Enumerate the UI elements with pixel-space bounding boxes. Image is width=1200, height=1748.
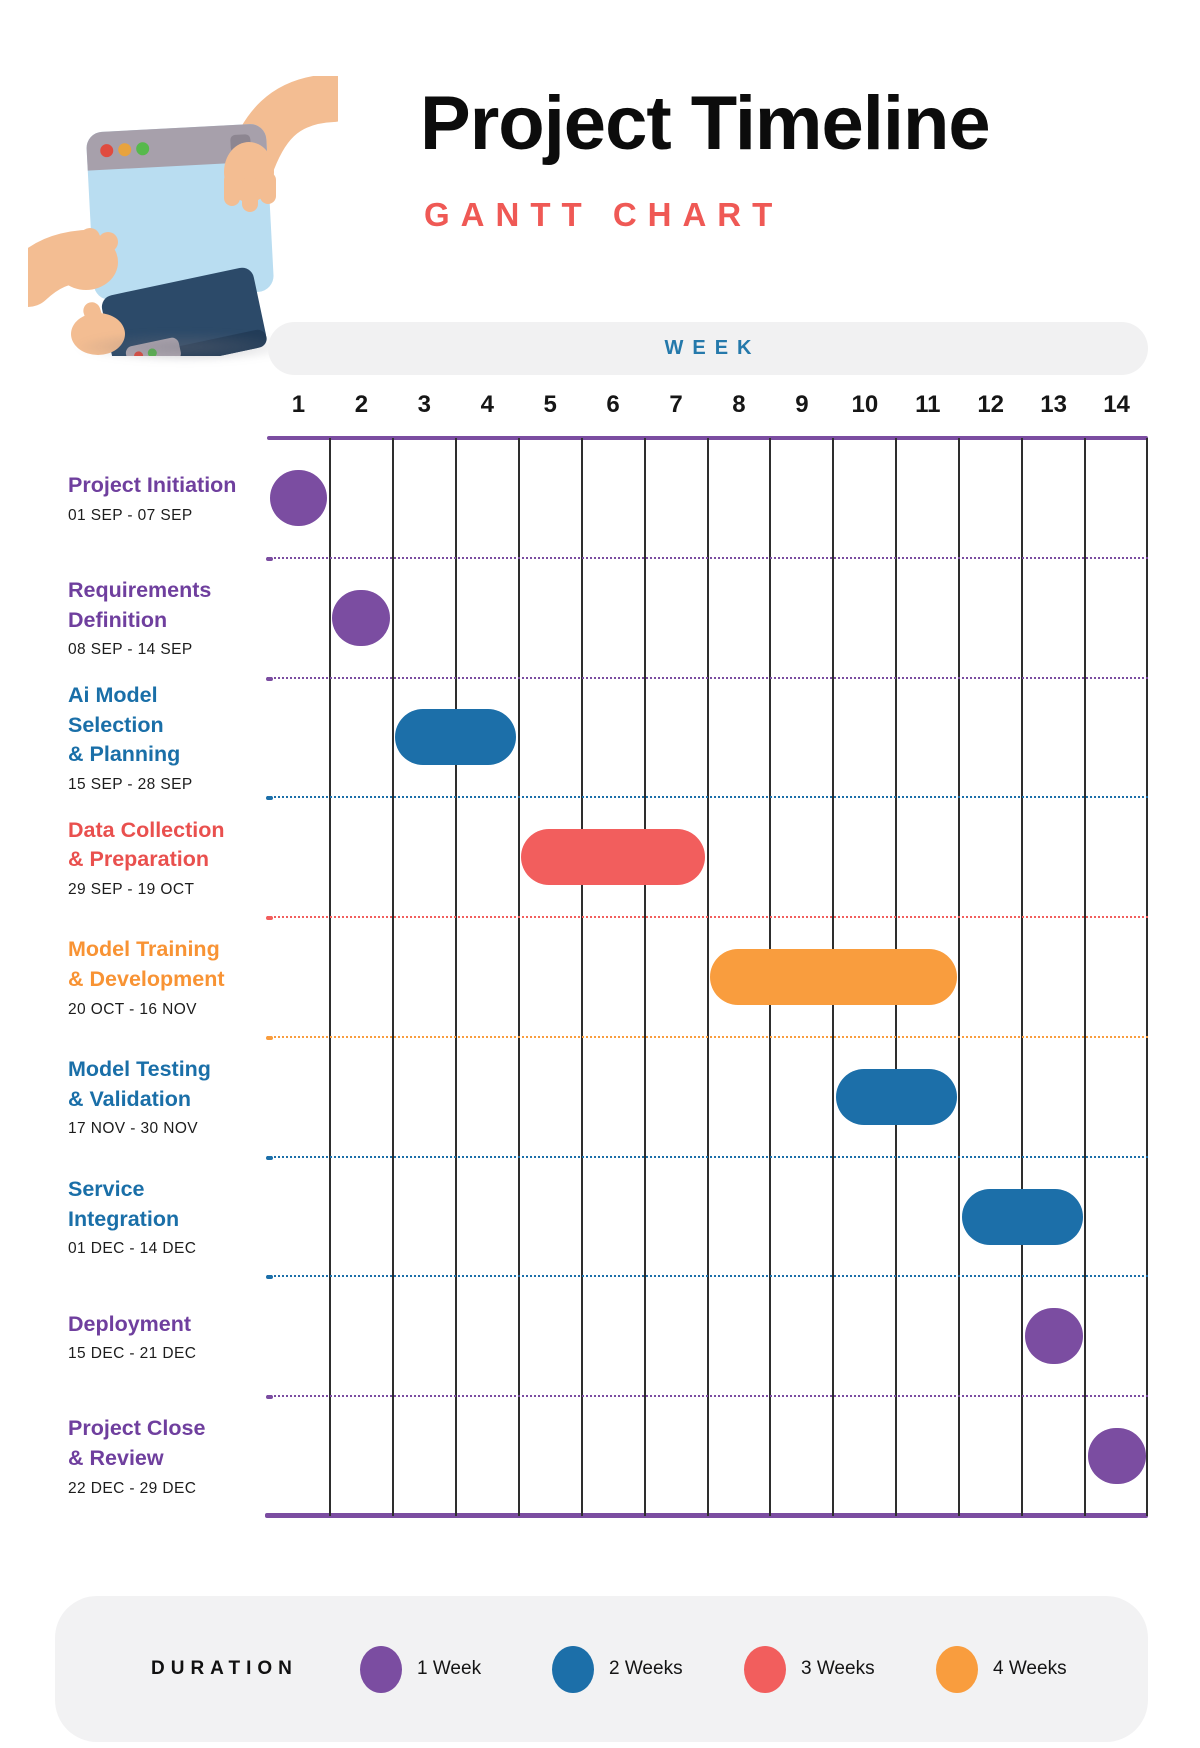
task-dates-7: 01 DEC - 14 DEC bbox=[68, 1240, 197, 1258]
gantt-row-9 bbox=[267, 1396, 1148, 1516]
legend-items bbox=[360, 1596, 1128, 1742]
task-dates-5: 20 OCT - 16 NOV bbox=[68, 1000, 197, 1018]
legend-item-2 bbox=[552, 1646, 744, 1693]
week-number-11: 11 bbox=[915, 391, 941, 418]
task-name-5 bbox=[68, 935, 248, 994]
gantt-row-4 bbox=[267, 797, 1148, 917]
gantt-chart bbox=[267, 438, 1148, 1516]
task-name-4 bbox=[68, 816, 248, 875]
legend-title: DURATION bbox=[151, 1658, 298, 1679]
week-number-5: 5 bbox=[543, 391, 557, 418]
page-title: Project Timeline bbox=[420, 81, 990, 166]
legend-item-label-1: 1 Week bbox=[417, 1658, 482, 1679]
legend-item-label-4: 4 Weeks bbox=[993, 1658, 1067, 1679]
legend-color-dot-orange bbox=[936, 1646, 978, 1693]
week-number-2: 2 bbox=[354, 391, 369, 418]
gantt-row-7 bbox=[267, 1157, 1148, 1277]
task-label-6 bbox=[68, 1037, 248, 1157]
task-bar-1 bbox=[270, 470, 328, 526]
task-dates-1: 01 SEP - 07 SEP bbox=[68, 506, 193, 524]
task-name-line: Project Close bbox=[68, 1416, 206, 1441]
gantt-row-8 bbox=[267, 1276, 1148, 1396]
gantt-row-6 bbox=[267, 1037, 1148, 1157]
legend-item-label-3: 3 Weeks bbox=[801, 1658, 875, 1679]
task-name-line: & Validation bbox=[68, 1086, 192, 1111]
week-numbers-row bbox=[267, 390, 1148, 420]
task-dates-3: 15 SEP - 28 SEP bbox=[68, 775, 193, 793]
task-bar-5 bbox=[710, 949, 957, 1005]
task-bar-8 bbox=[1025, 1308, 1083, 1364]
task-name-line: Ai Model Selection bbox=[68, 682, 164, 737]
task-dates-4: 29 SEP - 19 OCT bbox=[68, 880, 195, 898]
hands-browser-illustration bbox=[28, 76, 338, 356]
week-number-4: 4 bbox=[480, 391, 494, 418]
gantt-row-3 bbox=[267, 678, 1148, 798]
legend-color-dot-red bbox=[744, 1646, 786, 1693]
duration-legend bbox=[55, 1596, 1148, 1742]
week-axis-label: WEEK bbox=[664, 337, 761, 359]
legend-item-3 bbox=[744, 1646, 936, 1693]
task-name-line: & Review bbox=[68, 1446, 164, 1471]
task-bar-3 bbox=[395, 709, 516, 765]
task-name-line: & Planning bbox=[68, 742, 181, 767]
task-label-5 bbox=[68, 917, 248, 1037]
page-subtitle: GANTT CHART bbox=[424, 196, 784, 233]
task-name-line: Deployment bbox=[68, 1311, 192, 1336]
week-number-3: 3 bbox=[417, 391, 431, 418]
legend-item-label-2: 2 Weeks bbox=[609, 1658, 683, 1679]
task-label-8 bbox=[68, 1276, 248, 1396]
task-bar-9 bbox=[1088, 1428, 1146, 1484]
legend-color-dot-blue bbox=[552, 1646, 594, 1693]
task-name-line: Project Initiation bbox=[68, 473, 237, 498]
task-label-3 bbox=[68, 678, 248, 798]
week-number-10: 10 bbox=[851, 391, 879, 418]
legend-color-dot-purple bbox=[360, 1646, 402, 1693]
task-name-2 bbox=[68, 576, 248, 635]
task-bar-4 bbox=[521, 829, 705, 885]
legend-item-1 bbox=[360, 1646, 552, 1693]
task-bar-7 bbox=[962, 1189, 1083, 1245]
task-label-1 bbox=[68, 438, 248, 558]
illustration-shadow bbox=[70, 330, 300, 364]
task-dates-9: 22 DEC - 29 DEC bbox=[68, 1479, 197, 1497]
task-label-2 bbox=[68, 558, 248, 678]
gantt-row-1 bbox=[267, 438, 1148, 558]
task-name-line: & Development bbox=[68, 966, 225, 991]
task-name-line: Model Testing bbox=[68, 1057, 211, 1082]
task-name-9 bbox=[68, 1414, 248, 1473]
legend-item-4 bbox=[936, 1646, 1128, 1693]
task-dates-8: 15 DEC - 21 DEC bbox=[68, 1345, 197, 1363]
week-number-1: 1 bbox=[291, 391, 306, 418]
gantt-row-2 bbox=[267, 558, 1148, 678]
task-name-8 bbox=[68, 1310, 248, 1340]
gantt-row-5 bbox=[267, 917, 1148, 1037]
task-label-7 bbox=[68, 1157, 248, 1277]
week-number-12: 12 bbox=[977, 391, 1005, 418]
week-number-14: 14 bbox=[1103, 391, 1130, 418]
task-label-9 bbox=[68, 1396, 248, 1516]
task-name-line: Integration bbox=[68, 1206, 180, 1231]
week-axis-header bbox=[268, 322, 1148, 375]
task-name-line: Requirements bbox=[68, 577, 212, 602]
task-name-1 bbox=[68, 471, 248, 501]
week-number-8: 8 bbox=[732, 391, 746, 418]
week-number-13: 13 bbox=[1040, 391, 1067, 418]
task-label-4 bbox=[68, 797, 248, 917]
task-name-line: Service bbox=[68, 1176, 145, 1201]
task-name-7 bbox=[68, 1175, 248, 1234]
task-name-6 bbox=[68, 1055, 248, 1114]
task-name-line: Definition bbox=[68, 607, 168, 632]
week-number-9: 9 bbox=[795, 391, 809, 418]
task-name-line: Model Training bbox=[68, 937, 220, 962]
task-name-3 bbox=[68, 681, 248, 770]
task-dates-6: 17 NOV - 30 NOV bbox=[68, 1120, 199, 1138]
task-bar-2 bbox=[332, 590, 390, 646]
task-bar-6 bbox=[836, 1069, 957, 1125]
week-number-7: 7 bbox=[669, 391, 683, 418]
task-dates-2: 08 SEP - 14 SEP bbox=[68, 641, 193, 659]
task-name-line: Data Collection bbox=[68, 817, 225, 842]
week-number-6: 6 bbox=[606, 391, 620, 418]
hands-browser-svg bbox=[28, 76, 338, 356]
task-name-line: & Preparation bbox=[68, 847, 209, 872]
